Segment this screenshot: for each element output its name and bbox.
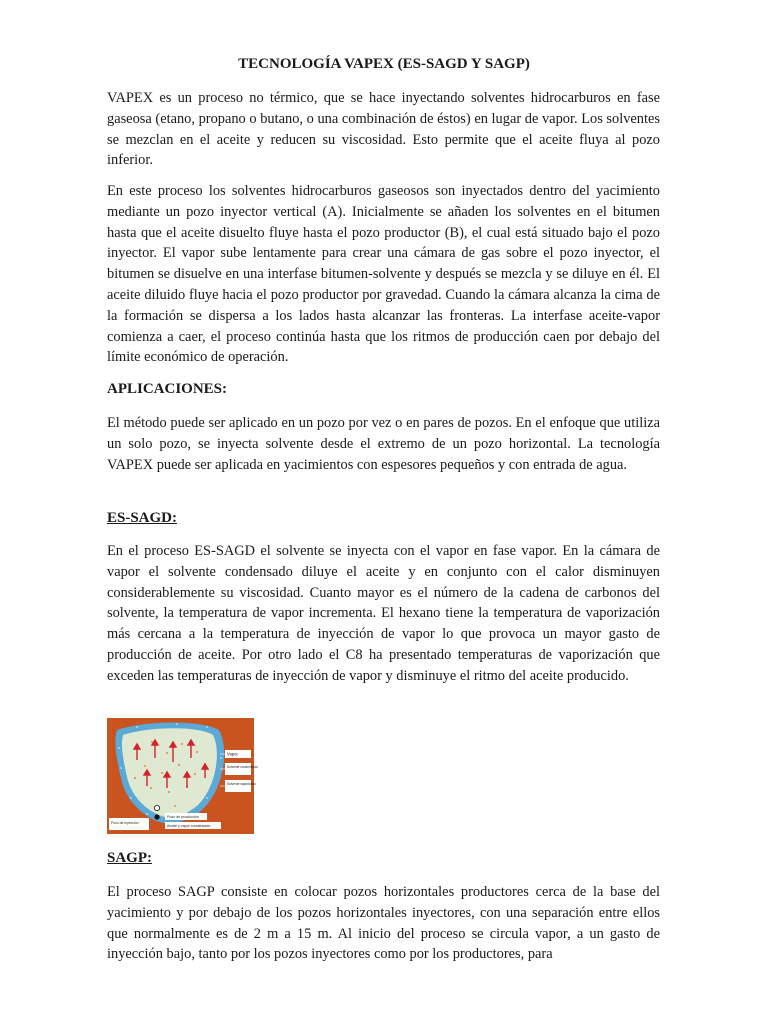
label-pozo-inyeccion: Pozo de inyección: [111, 821, 139, 825]
paragraph-sagp: El proceso SAGP consiste en colocar pozos horizontales productores cerca de la base del yacimiento y por debajo de los pozos horizontales inyectores, con una separación entre ellos que normalmente es de 2 m a 15 m. Al inicio del proceso se circula vapor, a un gasto de inyección bajo, tanto por los pozos inyectores como por los productores, para: [107, 884, 660, 963]
heading-sagp: SAGP:: [107, 850, 152, 866]
label-pozo-produccion: Pozo de producción: [167, 815, 199, 819]
heading-aplicaciones: APLICACIONES:: [107, 381, 228, 397]
document-title: TECNOLOGÍA VAPEX (ES-SAGD Y SAGP): [238, 56, 530, 72]
injection-well-icon: [154, 805, 159, 810]
paragraph-es-sagd: En el proceso ES-SAGD el solvente se inyecta con el vapor en fase vapor. En la cámara de vapor el solvente condensado diluye el aceite y en conjunto con el calor disminuyen considerablemente su viscosidad. Cuanto mayor es el número de la cadena de carbonos del solvente, la temperatura de vapor incrementa. El hexano tiene la temperatura de vaporización más cercana a la temperatura de inyección de vapor lo que provoca un mayor gasto de producción de aceite. Por otro lado el C8 ha presentado temperaturas de vaporización que exceden las temperaturas de inyección de vapor y disminuye el ritmo del aceite producido.: [107, 543, 660, 684]
label-aceite-vapor: Aceite y vapor condensado: [167, 824, 211, 828]
paragraph-vapex-intro: VAPEX es un proceso no térmico, que se hace inyectando solventes hidrocarburos en fase gaseosa (etano, propano o butano, o una combinación de éstos) en lugar de vapor. Los solventes se mezclan en el aceite y reducen su viscosidad. Esto permite que el aceite fluya al pozo inferior.: [107, 90, 660, 169]
paragraph-aplicaciones: El método puede ser aplicado en un pozo por vez o en pares de pozos. En el enfoque que utiliza un solo pozo, se inyecta solvente desde el extremo de un pozo horizontal. La tecnología VAPEX puede ser aplicada en yacimientos con espesores pequeños y con entrada de agua.: [107, 415, 660, 473]
production-well-icon: [154, 814, 159, 819]
steam-chamber-illustration: [107, 718, 258, 834]
es-sagd-diagram: [107, 718, 258, 834]
legend-solvente-condensado: Solvente condensado: [227, 765, 258, 769]
legend-vapor: Vapor: [227, 751, 238, 757]
heading-es-sagd: ES-SAGD:: [107, 510, 178, 526]
paragraph-vapex-process: En este proceso los solventes hidrocarburos gaseosos son inyectados dentro del yacimiento mediante un pozo inyector vertical (A). Inicialmente se añaden los solventes en el bitumen hasta que el aceite disuelto fluye hasta el pozo productor (B), el cual está situado bajo el pozo inyector. El vapor sube lentamente para crear una cámara de gas sobre el pozo inyector, el bitumen se disuelve en una interfase bitumen-solvente y después se mezcla y se diluye en él. El aceite diluido fluye hacia el pozo productor por gravedad. Cuando la cámara alcanza la cima de la formación se dispersa a los lados hasta alcanzar las fronteras. La interfase aceite-vapor comienza a caer, el proceso continúa hasta que los ritmos de producción caen por debajo del límite económico de operación.: [107, 183, 660, 366]
legend-solvente-vaporizado: Solvente vaporizado: [227, 782, 256, 786]
